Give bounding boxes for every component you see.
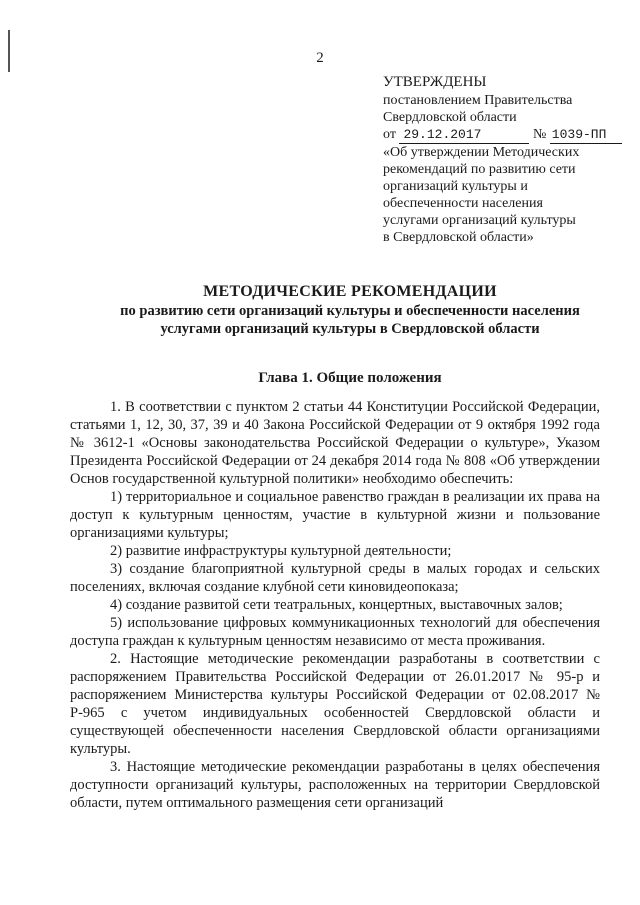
paragraph: 1) территориальное и социальное равенство граждан в реализации их права на доступ к культурным ценностям, участие в культурной жизни и пользование организациями культуры;	[70, 489, 600, 541]
approval-date-line	[383, 126, 623, 144]
approval-line: Свердловской области	[383, 110, 517, 125]
approval-line: постановлением Правительства	[383, 93, 573, 108]
paragraph: 3) создание благоприятной культурной среды в малых городах и сельских поселениях, включая создание клубной сети киновидеопоказа;	[70, 561, 600, 595]
approval-line: обеспеченности населения	[383, 196, 543, 211]
approval-block	[383, 74, 623, 246]
approval-number: 1039-ПП	[550, 126, 622, 144]
document-title	[70, 282, 630, 338]
paragraph: 1. В соответствии с пунктом 2 статьи 44 Конституции Российской Федерации, статьями 1, 12, 30, 37, 39 и 40 Закона Российской Федерации от 9 октября 1992 года № 3612-1 «Основы законодательства Российской Федерации о культуре», Указом Президента Российской Федерации от 24 декабря 2014 года № 808 «Об утверждении Основ государственной культурной политики» необходимо обеспечить:	[70, 399, 600, 487]
paragraph: 3. Настоящие методические рекомендации разработаны в целях обеспечения доступности организаций культуры, расположенных на территории Свердловской области, путем оптимального размещения сети организаций	[70, 759, 600, 811]
document-title-sub: по развитию сети организаций культуры и обеспеченности населения	[120, 303, 580, 319]
approval-date: 29.12.2017	[399, 126, 529, 144]
approval-line: услугами организаций культуры	[383, 213, 576, 228]
approval-number-label: №	[532, 127, 547, 142]
approval-line: организаций культуры и	[383, 179, 528, 194]
paragraph: 4) создание развитой сети театральных, концертных, выставочных залов;	[110, 597, 563, 613]
document-title-main: МЕТОДИЧЕСКИЕ РЕКОМЕНДАЦИИ	[203, 283, 497, 300]
approval-line: в Свердловской области»	[383, 230, 534, 245]
paragraph: 5) использование цифровых коммуникационных технологий для обеспечения доступа граждан к культурным ценностям независимо от места проживания.	[70, 615, 600, 649]
approval-line: «Об утверждении Методических	[383, 145, 580, 160]
page-number: 2	[316, 50, 324, 66]
approval-heading: УТВЕРЖДЕНЫ	[383, 74, 487, 90]
document-title-sub: услугами организаций культуры в Свердловской области	[160, 321, 540, 337]
approval-from-label: от	[383, 127, 396, 142]
document-body	[70, 398, 600, 812]
paragraph: 2. Настоящие методические рекомендации разработаны в соответствии с распоряжением Правительства Российской Федерации от 26.01.2017 № 95-р и распоряжением Министерства культуры Российской Федерации от 02.08.2017 № Р-965 с учетом индивидуальных особенностей Свердловской области и существующей обеспеченности населения Свердловской области организациями культуры.	[70, 651, 600, 757]
paragraph: 2) развитие инфраструктуры культурной деятельности;	[110, 543, 452, 559]
chapter-heading: Глава 1. Общие положения	[258, 370, 442, 386]
approval-line: рекомендаций по развитию сети	[383, 162, 576, 177]
